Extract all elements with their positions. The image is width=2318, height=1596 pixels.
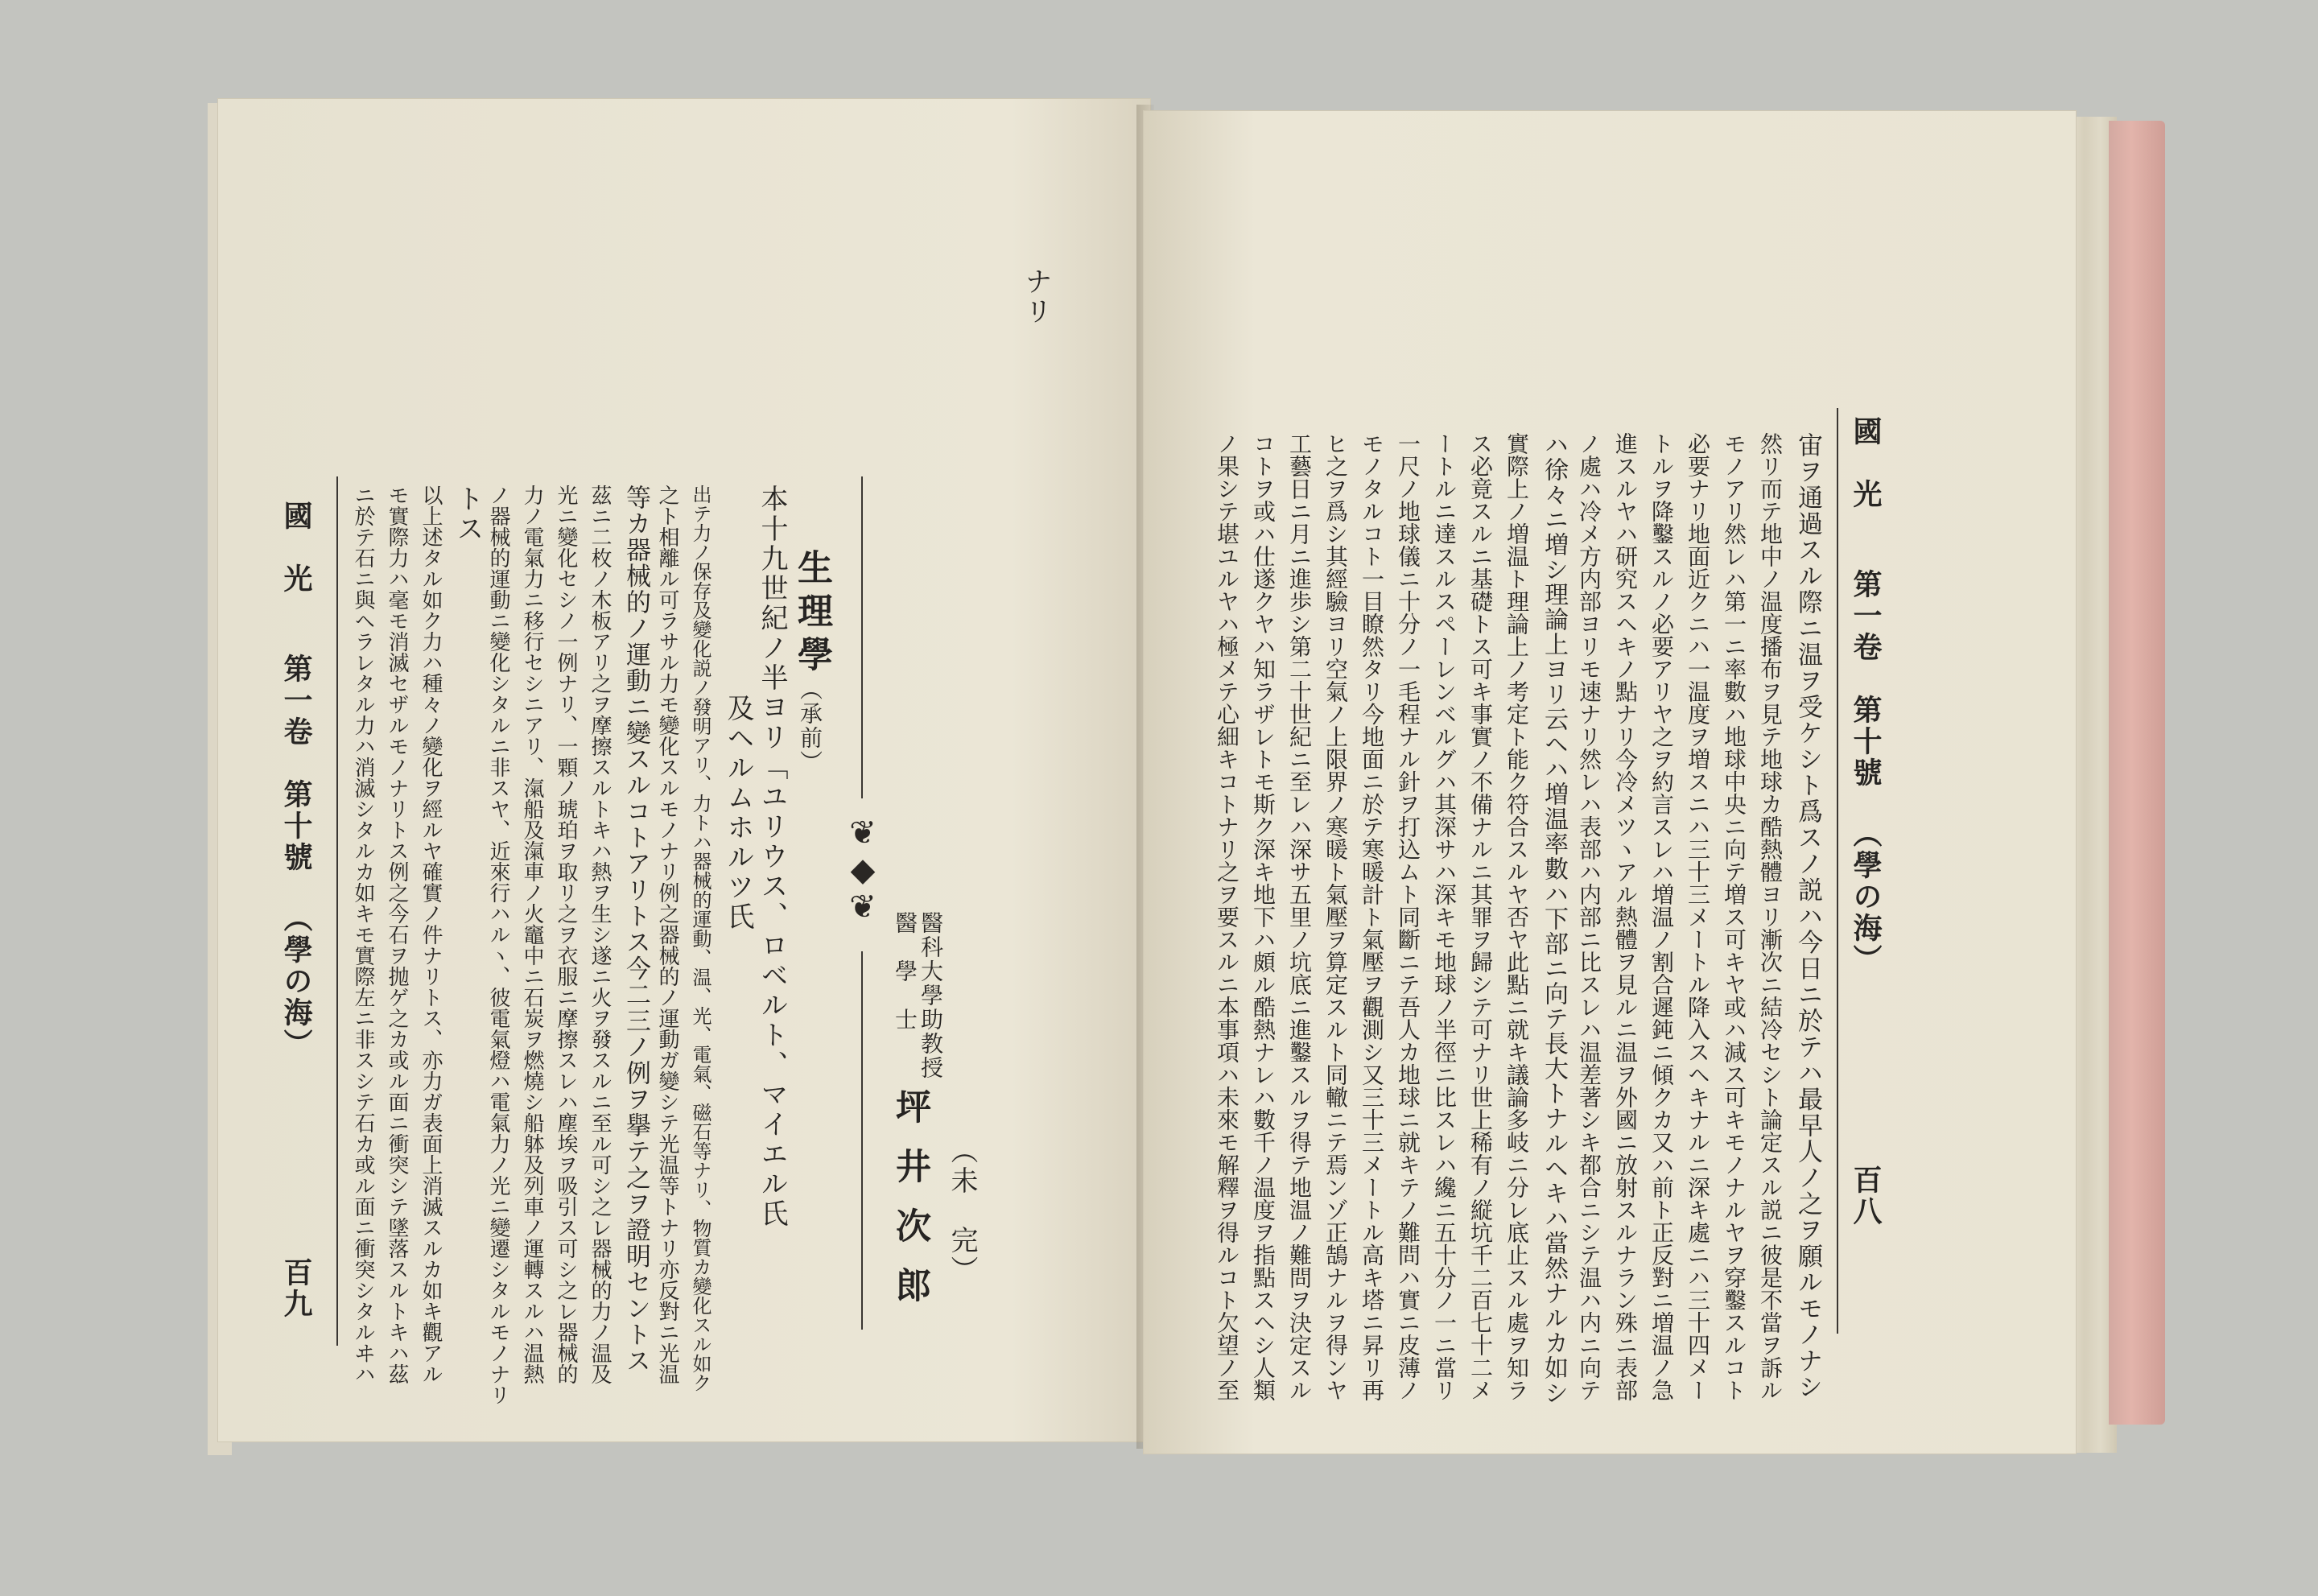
- body-column: ノ處ハ冷メ方内部ヨリモ速ナリ然レハ表部ハ内部ニ比スレハ温差著シキ都合ニシテ温ハ内ニ向テ: [1576, 432, 1602, 1401]
- body-column: ニ於テ石ニ與ヘラレタル力ハ消滅シタルカ如キモ實際左ニ非スシテ石カ或ル面ニ衝突シタルヰハ: [351, 485, 375, 1384]
- body-column: 力ノ電氣力ニ移行セシニアリ、滊船及滊車ノ火竈中ニ石炭ヲ燃燒シ船躰及列車ノ運轉スルハ温熱: [520, 485, 544, 1384]
- article-title: 生理學: [791, 549, 832, 679]
- body-column: 然リ而テ地中ノ温度播布ヲ見テ地球カ酷熱體ヨリ漸次ニ結冷セシト論定スル説ニ彼是不當ヲ訴ル: [1757, 432, 1784, 1401]
- author-degree: 醫 學 士: [892, 911, 918, 1032]
- ornament-icon: ❦◆❦: [844, 814, 881, 926]
- body-column: 及ヘルムホルツ氏: [722, 694, 754, 932]
- body-column: 茲ニ二枚ノ木板アリ之ヲ摩擦スルトキハ熱ヲ生シ遂ニ火ヲ發スルニ至ル可シ之レ器械的力ノ温及: [588, 485, 612, 1384]
- body-column: トス: [452, 485, 484, 544]
- header-volume-issue: 第一卷 第十號: [1849, 569, 1883, 789]
- body-column: 一尺ノ地球儀ニ十分ノ一毛程ナル針ヲ打込ムト同斷ニテ吾人カ地球ニ就キテノ難問ハ實ニ皮薄ノ: [1395, 432, 1421, 1401]
- footer-volume-issue: 第一卷 第十號: [279, 654, 313, 873]
- body-column: コトヲ或ハ仕遂クヤハ知ラザレトモ斯ク深キ地下ハ頗ル酷熱ナレハ數千ノ温度ヲ指點スヘシ人類: [1250, 432, 1277, 1401]
- footer-rule: [336, 476, 338, 1346]
- article-title-note: （承前）: [797, 678, 823, 774]
- body-column: ノ器械的運動ニ變化シタルニ非スヤ、近來行ハルヽ、彼電氣燈ハ電氣力ノ光ニ變遷シタルモノナリ: [486, 485, 510, 1405]
- body-column: トルヲ降鑿スルノ必要アリヤ之ヲ約言スレハ増温ノ割合遲鈍ニ傾クカ又ハ前ト正反對ニ増温ノ急: [1648, 432, 1675, 1401]
- body-column: 本十九世紀ノ半ヨリ「ユリウス、ロベルト、マイエル氏: [756, 485, 788, 1229]
- body-column: ヒ之ヲ爲シ其經驗ヨリ空氣ノ上限界ノ寒暖ト氣壓ヲ算定スルト同轍ニテ焉ンゾ正鵠ナルヲ得ンヤ: [1322, 432, 1349, 1401]
- body-column: ス必竟スルニ基礎トス可キ事實ノ不備ナルニ其罪ヲ歸シテ可ナリ世上稀有ノ縦坑千二百七十二メ: [1467, 432, 1494, 1401]
- cover-edge: [2109, 121, 2165, 1425]
- body-column: 實際上ノ増温ト理論上ノ考定ト能ク符合スルヤ否ヤ此點ニ就キ議論多岐ニ分レ底止スル處ヲ知ラ: [1503, 432, 1530, 1401]
- body-column: 之ト相離ル可ラサル力モ變化スルモノナリ例之器械的ノ運動ガ變シテ光温等トナリ亦反對ニ光温: [655, 485, 679, 1384]
- left-page: [217, 98, 1151, 1442]
- body-column: 出テ力ノ保存及變化説ノ發明アリ、力トハ器械的運動、温、光、電氣、磁石等ナリ、物質カ變化スル如ク: [689, 485, 711, 1392]
- author-affiliation: 醫科大學助教授: [918, 911, 944, 1080]
- body-column: ートルニ達スルスペーレンベルグハ其深サハ深キモ地球ノ半徑ニ比スレハ纔ニ五十分ノ一ニ當リ: [1431, 432, 1458, 1401]
- body-column: 工藝日ニ月ニ進歩シ第二十世紀ニ至レハ深サ五里ノ坑底ニ進鑿スルヲ得テ地温ノ難問ヲ決定スル: [1286, 432, 1313, 1401]
- body-column: モ實際力ハ毫モ消滅セザルモノナリトス例之今石ヲ抛ゲ之カ或ル面ニ衝突シテ墜落スルトキハ茲: [385, 485, 409, 1384]
- header-page-number: 百八: [1849, 1165, 1883, 1227]
- body-column: ノ果シテ堪ユルヤハ極メテ心細キコトナリ之ヲ要スルニ本事項ハ未來モ解釋ヲ得ルコト欠望ノ至: [1214, 432, 1240, 1401]
- body-column: 必要ナリ地面近クニハ一温度ヲ増スニハ三十三メートル降入スヘキナルニ深キ處ニハ三十四メー: [1685, 432, 1711, 1401]
- header-magazine: 國 光: [1849, 416, 1883, 510]
- body-column: 等カ器械的ノ運動ニ變スルコトアリトス今二三ノ例ヲ擧テ之ヲ證明セントス: [621, 485, 650, 1374]
- continued-tail: ナリ: [1020, 267, 1052, 327]
- body-column: ハ徐々ニ増シ理論上ヨリ云ヘハ増温率數ハ下部ニ向テ長大トナルヘキハ當然ナルカ如シ: [1540, 432, 1568, 1405]
- body-column: 進スルヤハ研究スヘキノ點ナリ今冷メツヽアル熱體ヲ見ルニ温ヲ外國ニ放射スルナラン殊ニ表部: [1612, 432, 1639, 1401]
- author-name: 坪井次郎: [889, 1088, 930, 1326]
- body-column: 光ニ變化セシノ一例ナリ、一顆ノ琥珀ヲ取リ之ヲ衣服ニ摩擦スレハ塵埃ヲ吸引ス可シ之レ器械的: [554, 485, 578, 1384]
- body-column: モノアリ然レハ第一ニ率數ハ地球中央ニ向テ増ス可キヤ或ハ減ス可キモノナルヤヲ穿鑿スルコト: [1721, 432, 1747, 1401]
- right-page: [1143, 110, 2077, 1454]
- continued-end-note: （未 完）: [946, 1136, 978, 1285]
- header-rule: [1837, 408, 1838, 1334]
- footer-page-number: 百九: [279, 1257, 313, 1320]
- section-divider-bottom: [861, 951, 863, 1330]
- body-column: 以上述タル如ク力ハ種々ノ變化ヲ經ルヤ確實ノ件ナリトス、亦力ガ表面上消滅スルカ如キ觀アル: [419, 485, 443, 1384]
- footer-magazine: 國 光: [279, 501, 313, 595]
- body-column: モノタルコト一目瞭然タリ今地面ニ於テ寒暖計ト氣壓ヲ觀測シ又三十三メートル高キ塔ニ昇リ再: [1359, 432, 1385, 1401]
- header-section: （學の海）: [1849, 819, 1883, 975]
- footer-section: （學の海）: [279, 903, 313, 1060]
- body-column: 宙ヲ通過スル際ニ温ヲ受ケシト爲スノ説ハ今日ニ於テハ最早人ノ之ヲ願ルモノナシ: [1793, 432, 1822, 1400]
- section-divider-top: [861, 476, 863, 798]
